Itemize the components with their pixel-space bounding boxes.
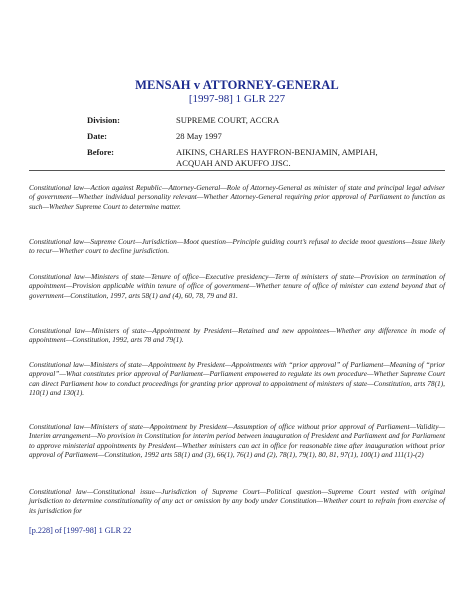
date-label: Date: <box>87 131 108 141</box>
header-divider <box>29 170 445 171</box>
division-value: SUPREME COURT, ACCRA <box>176 115 280 125</box>
case-citation: [1997-98] 1 GLR 227 <box>188 93 286 105</box>
headnote-paragraph: Constitutional law—Constitutional issue—Jurisdiction of Supreme Court—Political question—Supreme Court vested with original jurisdiction to determine constitutionality of any act or omission by any body under Constitution—Whether court to refrain from exercise of its jurisdiction for <box>29 487 445 515</box>
case-title: MENSAH v ATTORNEY-GENERAL <box>135 78 339 92</box>
headnote-paragraph: Constitutional law—Ministers of state—Appointment by President—Assumption of office without prior approval of Parliament—Validity—Interim arrangement—No provision in Constitution for interim period between inauguration of President and Parliament and for Parliament to approve ministerial appointments by President—Whether ministers can act in office for reasonable time after inauguration without prior approval of Parliament—Constitution, 1992 arts 58(1) and (3), 66(1), 76(1) and (2), 78(1), 79(1), 80, 81, 97(1), 100(1) and 111(1)-(2) <box>29 422 445 459</box>
page-reference-link[interactable]: [p.228] of [1997-98] 1 GLR 22 <box>29 526 132 535</box>
headnote-paragraph: Constitutional law—Action against Republic—Attorney-General—Role of Attorney-General as minister of state and principal legal adviser of government—Whether individual personality relevant—Whether Attorney-General requiring prior approval of Parliament to function as such—Whether Supreme Court to determine matter. <box>29 183 445 211</box>
headnote-paragraph: Constitutional law—Ministers of state—Tenure of office—Executive presidency—Term of ministers of state—Provision on termination of appointment—Provision applicable within tenure of office of government—Whether tenure of office of minister can extend beyond that of government—Constitution, 1997, arts 58(1) and (4), 60, 78, 79 and 81. <box>29 272 445 300</box>
before-label: Before: <box>87 147 115 157</box>
headnote-paragraph: Constitutional law—Supreme Court—Jurisdiction—Moot question—Principle guiding court’s refusal to decide moot questions—Issue likely to recur—Whether court to decline jurisdiction. <box>29 237 445 256</box>
headnote-paragraph: Constitutional law—Ministers of state—Appointment by President—Retained and new appointees—Whether any difference in mode of appointment—Constitution, 1992, arts 78 and 79(1). <box>29 326 445 345</box>
before-value: AIKINS, CHARLES HAYFRON-BENJAMIN, AMPIAH, ACQUAH AND AKUFFO JJSC. <box>176 147 378 169</box>
division-label: Division: <box>87 115 120 125</box>
date-value: 28 May 1997 <box>176 131 222 141</box>
headnote-paragraph: Constitutional law—Ministers of state—Appointment by President—Appointments with “prior approval” of Parliament—Meaning of “prior approval”—What constitutes prior approval of Parliament—Parliament empowered to regulate its own procedure—Whether Supreme Court can direct Parliament how to conduct proceedings for granting prior approval to appointment of ministers of state—Constitution, arts 78(1), 110(1) and 130(1). <box>29 360 445 397</box>
